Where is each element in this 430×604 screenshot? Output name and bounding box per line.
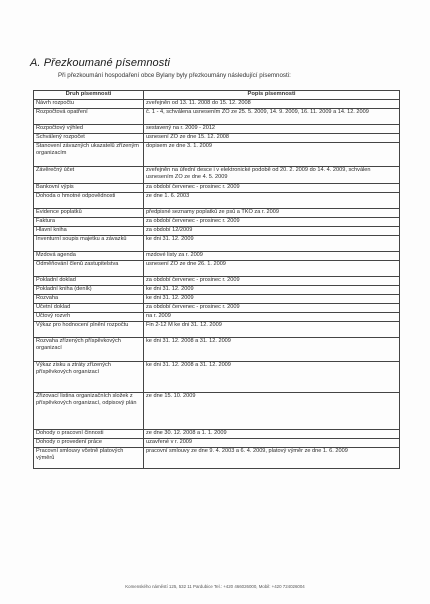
document-description-cell: sestavený na r. 2009 - 2012 [144, 125, 400, 134]
document-type-cell: Bankovní výpis [34, 184, 144, 193]
document-type-cell: Výkaz zisku a ztráty zřízených příspěvkových organizací [34, 362, 144, 393]
table-row [34, 218, 400, 227]
table-row [34, 393, 400, 430]
document-description-cell: předpisné seznamy poplatků ze psů a TKO za r. 2009 [144, 209, 400, 218]
document-type-cell: Dohoda o hmotné odpovědnosti [34, 193, 144, 209]
document-description-cell: za období červenec - prosinec r. 2009 [144, 218, 400, 227]
document-type-cell: Pokladní doklad [34, 277, 144, 286]
document-type-cell: Inventurní soupis majetku a závazků [34, 236, 144, 252]
document-description-cell: mzdové listy za r. 2009 [144, 252, 400, 261]
table-row [34, 304, 400, 313]
document-description-cell: Fin 2-12 M ke dni 31. 12. 2009 [144, 322, 400, 338]
header-document-description: Popis písemnosti [144, 91, 400, 100]
table-row [34, 209, 400, 218]
header-document-type: Druh písemnosti [34, 91, 144, 100]
document-description-cell: usnesení ZO ze dne 26. 1. 2009 [144, 261, 400, 277]
document-type-cell: Dohody o pracovní činnosti [34, 430, 144, 439]
table-row [34, 125, 400, 134]
document-description-cell: ke dni 31. 12. 2008 a 31. 12. 2009 [144, 338, 400, 362]
document-type-cell: Rozpočtový výhled [34, 125, 144, 134]
document-type-cell: Odměňování členů zastupitelstva [34, 261, 144, 277]
document-description-cell: za období 12/2009 [144, 227, 400, 236]
document-description-cell: na r. 2009 [144, 313, 400, 322]
table-row [34, 286, 400, 295]
table-row [34, 338, 400, 362]
table-row [34, 313, 400, 322]
document-type-cell: Schválený rozpočet [34, 134, 144, 143]
table-row [34, 100, 400, 109]
document-type-cell: Evidence poplatků [34, 209, 144, 218]
table-row [34, 143, 400, 167]
document-description-cell: ze dne 30. 12. 2008 a 1. 1. 2009 [144, 430, 400, 439]
document-type-cell: Mzdová agenda [34, 252, 144, 261]
table-row [34, 227, 400, 236]
document-description-cell: ze dne 15. 10. 2009 [144, 393, 400, 430]
table-row [34, 295, 400, 304]
table-row [34, 362, 400, 393]
document-type-cell: Dohody o provedení práce [34, 439, 144, 448]
document-type-cell: Pokladní kniha (deník) [34, 286, 144, 295]
document-description-cell: č. 1 - 4, schválena usnesením ZO ze 25. 5. 2009, 14. 9. 2009, 16. 11. 2009 a 14. 12. 2009 [144, 109, 400, 125]
table-row [34, 236, 400, 252]
document-description-cell: za období červenec - prosinec r. 2009 [144, 277, 400, 286]
table-row [34, 134, 400, 143]
table-row [34, 193, 400, 209]
document-description-cell: pracovní smlouvy ze dne 9. 4. 2003 a 6. 4. 2009, platový výměr ze dne 1. 6. 2009 [144, 448, 400, 469]
document-type-cell: Pracovní smlouvy včetně platových výměrů [34, 448, 144, 469]
section-intro: Při přezkoumání hospodaření obce Bylany byly přezkoumány následující písemnosti: [58, 72, 291, 79]
table-row [34, 252, 400, 261]
document-type-cell: Rozpočtová opatření [34, 109, 144, 125]
table-row [34, 322, 400, 338]
documents-table [33, 90, 400, 469]
document-type-cell: Stanovení závazných ukazatelů zřízeným organizacím [34, 143, 144, 167]
table-header-row [34, 91, 400, 100]
table-row [34, 167, 400, 184]
document-description-cell: zveřejněn od 13. 11. 2008 do 15. 12. 2008 [144, 100, 400, 109]
document-type-cell: Účtový rozvrh [34, 313, 144, 322]
document-type-cell: Zřizovací listina organizačních složek z příspěvkových organizací, odpisový plán [34, 393, 144, 430]
document-description-cell: za období červenec - prosinec r. 2009 [144, 184, 400, 193]
table-row [34, 439, 400, 448]
document-type-cell: Rozvaha zřízených příspěvkových organizací [34, 338, 144, 362]
document-type-cell: Hlavní kniha [34, 227, 144, 236]
document-type-cell: Závěrečný účet [34, 167, 144, 184]
page-footer: Komenského náměstí 125, 532 11 Pardubice Tel.: +420 466026000, Mobil: +420 724026004 [125, 584, 305, 589]
document-description-cell: dopisem ze dne 3. 1. 2009 [144, 143, 400, 167]
table-row [34, 448, 400, 469]
document-type-cell: Rozvaha [34, 295, 144, 304]
document-description-cell: ke dni 31. 12. 2009 [144, 295, 400, 304]
document-type-cell: Výkaz pro hodnocení plnění rozpočtu [34, 322, 144, 338]
table-row [34, 184, 400, 193]
document-description-cell: ke dni 31. 12. 2009 [144, 236, 400, 252]
document-description-cell: ke dni 31. 12. 2008 a 31. 12. 2009 [144, 362, 400, 393]
document-type-cell: Účetní doklad [34, 304, 144, 313]
document-type-cell: Faktura [34, 218, 144, 227]
document-description-cell: za období červenec - prosinec r. 2009 [144, 304, 400, 313]
table-row [34, 430, 400, 439]
document-type-cell: Návrh rozpočtu [34, 100, 144, 109]
document-description-cell: ze dne 1. 6. 2003 [144, 193, 400, 209]
table-row [34, 109, 400, 125]
document-description-cell: uzavřené v r. 2009 [144, 439, 400, 448]
document-description-cell: ke dni 31. 12. 2009 [144, 286, 400, 295]
table-row [34, 277, 400, 286]
table-row [34, 261, 400, 277]
section-heading: A. Přezkoumané písemnosti [30, 57, 171, 69]
document-description-cell: usnesení ZO ze dne 15. 12. 2008 [144, 134, 400, 143]
document-description-cell: zveřejněn na úřední desce i v elektronické podobě od 20. 2. 2009 do 14. 4. 2009, schválen usnesením ZO ze dne 4. 5. 2009 [144, 167, 400, 184]
